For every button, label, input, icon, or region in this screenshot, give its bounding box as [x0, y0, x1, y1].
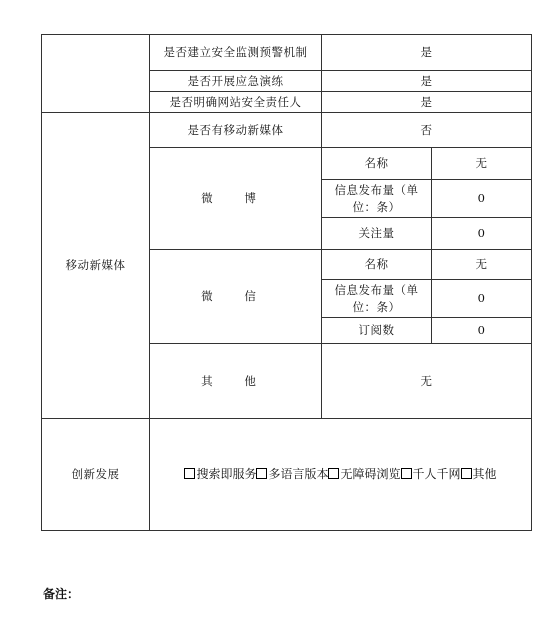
- weibo-name-value: 无: [432, 148, 532, 180]
- option-personalized[interactable]: 千人千网: [401, 467, 461, 481]
- option-other[interactable]: 其他: [461, 467, 497, 481]
- wechat-name-value: 无: [432, 250, 532, 280]
- note-label: 备注：: [43, 587, 80, 601]
- weibo-volume-label: 信息发布量（单位：条）: [322, 180, 432, 218]
- weibo-followers-value: 0: [432, 218, 532, 250]
- wechat-name-label: 名称: [322, 250, 432, 280]
- checkbox-icon: [184, 468, 195, 479]
- weibo-volume-value: 0: [432, 180, 532, 218]
- has-media-label: 是否有移动新媒体: [150, 113, 322, 148]
- report-table: [41, 34, 532, 531]
- wechat-volume-value: 0: [432, 280, 532, 318]
- option-accessibility[interactable]: 无障碍浏览: [328, 467, 400, 481]
- wechat-volume-label: 信息发布量（单位：条）: [322, 280, 432, 318]
- wechat-label: 微 信: [150, 250, 322, 344]
- other-label: 其 他: [150, 344, 322, 419]
- weibo-followers-label: 关注量: [322, 218, 432, 250]
- responsible-label: 是否明确网站安全责任人: [150, 92, 322, 113]
- innovation-options: [150, 419, 532, 531]
- drill-label: 是否开展应急演练: [150, 71, 322, 92]
- warning-value: 是: [322, 35, 532, 71]
- innovation-label: 创新发展: [42, 419, 150, 531]
- section-cell-blank: [42, 35, 150, 113]
- media-section-label: 移动新媒体: [42, 113, 150, 419]
- wechat-subscribers-label: 订阅数: [322, 318, 432, 344]
- other-value: 无: [322, 344, 532, 419]
- responsible-value: 是: [322, 92, 532, 113]
- option-multilingual[interactable]: 多语言版本: [256, 467, 328, 481]
- option-search-service[interactable]: 搜索即服务: [184, 467, 256, 481]
- has-media-value: 否: [322, 113, 532, 148]
- warning-label: 是否建立安全监测预警机制: [150, 35, 322, 71]
- checkbox-icon: [401, 468, 412, 479]
- checkbox-icon: [328, 468, 339, 479]
- weibo-name-label: 名称: [322, 148, 432, 180]
- wechat-subscribers-value: 0: [432, 318, 532, 344]
- weibo-label: 微 博: [150, 148, 322, 250]
- checkbox-icon: [256, 468, 267, 479]
- checkbox-icon: [461, 468, 472, 479]
- drill-value: 是: [322, 71, 532, 92]
